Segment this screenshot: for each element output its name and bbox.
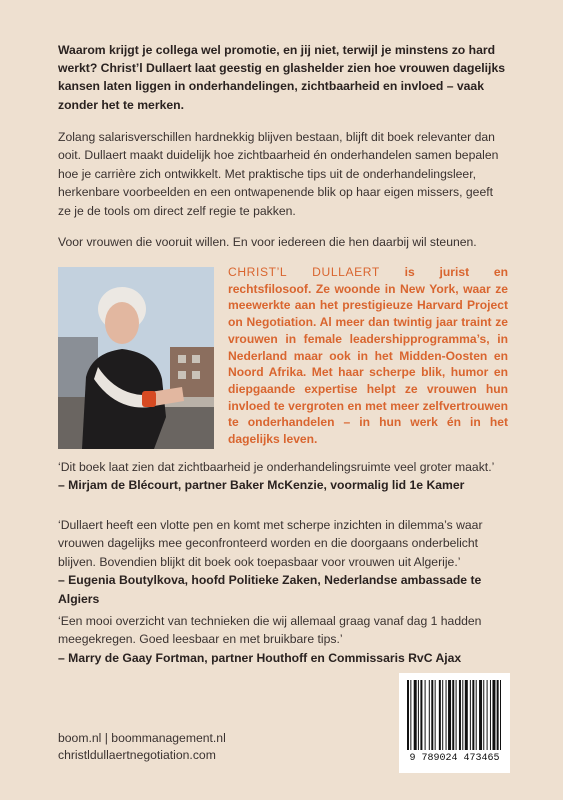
tagline-paragraph: Voor vrouwen die vooruit willen. En voor iedereen die hen daarbij wil steunen. (58, 235, 477, 249)
barcode-bar (410, 680, 411, 750)
author-bio (228, 264, 508, 448)
barcode-bar (448, 680, 451, 750)
barcode-bar (483, 680, 484, 750)
barcode-bar (407, 680, 409, 750)
quote-text: ‘Dit boek laat zien dat zichtbaarheid je onderhandelingsruimte veel groter maakt.’ (58, 460, 495, 474)
barcode-bar (479, 680, 482, 750)
barcode-bar (487, 680, 488, 750)
quote-block (58, 458, 508, 495)
barcode-bar (435, 680, 436, 750)
barcode-bar (442, 680, 443, 750)
author-photo (58, 267, 214, 449)
quote-block (58, 612, 508, 667)
barcode-bar (465, 680, 468, 750)
barcode-bar (472, 680, 474, 750)
isbn-barcode (399, 673, 510, 773)
quote-text: ‘Een mooi overzicht van technieken die wij allemaal graag vanaf dag 1 hadden meegekregen. Goed leesbaar en met bruikbare tips.’ (58, 614, 482, 647)
barcode-bar (429, 680, 430, 750)
barcode-bar (420, 680, 422, 750)
quote-text: ‘Dullaert heeft een vlotte pen en komt met scherpe inzichten in dilemma’s waar vrouwen dagelijks mee geconfronteerd worden en die doorgaans onderbelicht blijven. Bovendien blijkt dit boek ook toepasbaar voor vrouwen uit Algerije.’ (58, 518, 483, 569)
barcode-bar (414, 680, 417, 750)
author-bio-text: is jurist en rechtsfilosoof. Ze woonde in New York, waar ze meewerkte aan het prestigieuze Harvard Project on Negotiation. Al meer dan twintig jaar traint ze vrouwen in female leadershipprogramma’s, in Nederland maar ook in het Midden-Oosten en Noord Afrika. Met haar scherpe blik, humor en diepgaande expertise helpt ze vrouwen hun invloed te vergroten en met meer zelfvertrouwen te onderhandelen – in hun werk én in het dagelijks leven. (228, 265, 508, 447)
barcode-bar (456, 680, 457, 750)
barcode-bar (470, 680, 471, 750)
description-paragraph: Zolang salarisverschillen hardnekkig blijven bestaan, blijft dit boek relevanter dan ooit. Dullaert maakt duidelijk hoe zichtbaarheid én onderhandelen samen bepalen hoe je carrière zich ontwikkelt. Met praktische tips uit de onderhandelingsleer, herkenbare voorbeelden en een ontwapenende blik op haar eigen missers, geeft ze je de tools om direct zelf regie te pakken. (58, 130, 499, 218)
barcode-bar (459, 680, 461, 750)
barcode-bar (452, 680, 454, 750)
footer-url-publisher[interactable]: boom.nl | boommanagement.nl (58, 731, 226, 745)
footer-links (58, 730, 226, 764)
quote-block (58, 516, 508, 608)
footer-url-author[interactable]: christldullaertnegotiation.com (58, 748, 216, 762)
barcode-bar (497, 680, 499, 750)
barcode-bar (439, 680, 441, 750)
barcode-bar (446, 680, 447, 750)
barcode-bar (431, 680, 433, 750)
author-name: CHRIST’L DULLAERT (228, 265, 380, 279)
barcode-bar (492, 680, 495, 750)
barcode-bar (418, 680, 419, 750)
barcode-bars (407, 680, 503, 750)
intro-blurb: Waarom krijgt je collega wel promotie, en jij niet, terwijl je minstens zo hard werkt? Christ’l Dullaert laat geestig en glashelder zien hoe vrouwen dagelijks kansen laten liggen in onderhandelingen, zichtbaarheid en invloed – vaak zonder het te merken. (58, 43, 505, 112)
barcode-bar (462, 680, 463, 750)
quote-attribution: – Marry de Gaay Fortman, partner Houthoff en Commissaris RvC Ajax (58, 650, 462, 665)
barcode-bar (490, 680, 491, 750)
quote-attribution: – Mirjam de Blécourt, partner Baker McKenzie, voormalig lid 1e Kamer (58, 478, 465, 493)
barcode-bar (500, 680, 501, 750)
author-photo-illustration (58, 267, 214, 449)
barcode-digits: 9 789024 473465 (409, 753, 500, 764)
barcode-bar (476, 680, 477, 750)
quote-attribution: – Eugenia Boutylkova, hoofd Politieke Zaken, Nederlandse ambassade te Algiers (58, 573, 482, 606)
barcode-bar (425, 680, 426, 750)
